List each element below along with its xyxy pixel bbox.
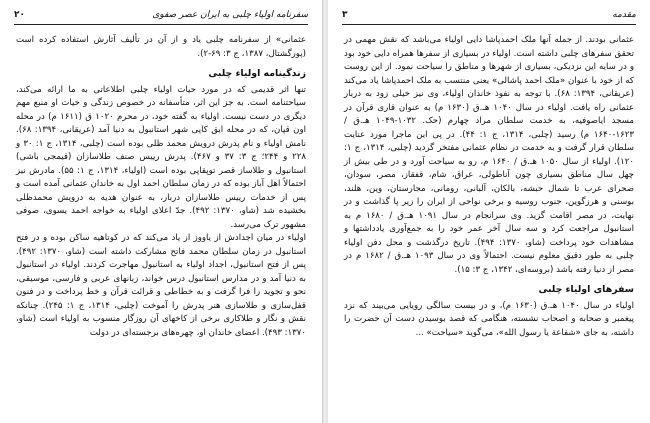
travels-heading: سفرهای اولیاء چلبی (538, 284, 634, 295)
right-page (328, 0, 650, 423)
left-page-number: ۲۰ (14, 10, 25, 20)
left-page-body (16, 34, 306, 419)
left-page (0, 0, 322, 423)
right-running-title: مقدمه (612, 10, 636, 20)
right-paragraph-1: عثمانی بودند. از جمله آنها ملک احمدپاشا دایی اولیاء می‌باشد که نقش مهمی در تحقق سفرهای چلبی داشته است. اولیاء در بسیاری از سفرها همراه دایی خود بود و در سایه این نزدیکی، بسیاری از شهرها و مناطق را سیاحت نمود. از این روست که از خود با عنوان «ملک احمد پاشالی» یعنی منتسب به ملک احمدپاشا یاد می‌کند (عریقانی، ۱۳۹۴: ۶۸). با توجه به نفوذ خاندان اولیاء، وی نیز خیلی زود به دربار عثمانی راه یافت. اولیاء در سال ۱۰۴۰ هـ.ق (۱۶۳۰ م) به عنوان قاری قرآن در مسجد ایاصوفیه، به خدمت سلطان مراد چهارم (حک. ۱۰۳۲-۱۰۴۹ هـ.ق / ۱۶۲۳-۱۶۴۰ م) رسید (چلبی، ۱۳۱۴، ج ۱: ۴۴). در پی این ماجرا مورد عنایت سلطان قرار گرفت و به خدمت در نظام عثمانی مفتخر گردید (چلبی، ۱۳۱۴، ج ۱: ۱۲۰). اولیاء از سال ۱۰۵۰ هـ.ق / ۱۶۴۰ م، رو به سیاحت آورد و در طی بیش از چهل سال مناطق بسیاری چون آناطولی، عراق، شام، قفقاز، مصر، سودان، صحرای عرب تا شمال حبشه، بالکان، آلبانی، رومانی، مجارستان، وین، هلند، بوسنی و هرزگوین، جنوب روسیه و برخی نواحی از ایران را زیر پا گذاشت و در نهایت، در مصر اقامت گزید. وی سرانجام در سال ۱۰۹۱ هـ.ق / ۱۶۸۰ م به استانبول مراجعت کرد و سه سال آخر عمر خود را به جمع‌آوری یادداشتها و مشاهدات خود پرداخت (شاو، ۱۳۷۰: ۴۹۴). تاریخ درگذشت و محل دفن اولیاء چلبی به طور دقیق معلوم نیست. احتمالاً وی در سال ۱۰۹۳ هـ.ق / ۱۶۸۲ م در مصر از دنیا رفته باشد (بروسه‌ای، ۱۳۴۲، ج ۳: ۱۵). (344, 35, 635, 275)
right-paragraph-2: اولیاء در سال ۱۰۴۰ هـ.ق (۱۶۳۰ م)، و در بیست سالگی رویایی می‌بیند که نزد پیغمبر و صحابه و اصحاب نشسته، هنگامی که قصد بوسیدن دست آن حضرت را داشته، به جای «شفاعة یا رسول الله»، می‌گوید «سیاحت» ... (344, 300, 634, 338)
right-page-header (342, 8, 636, 22)
right-page-body (344, 34, 634, 419)
right-page-number: ۳ (342, 10, 348, 20)
left-header-rule (14, 24, 308, 25)
left-intro-paragraph: عثمانی» از سفرنامه چلبی یاد و از آن در تألیف آثارش استفاده کرده است (پورگشتال، ۱۳۸۷، ج ۳: ۶۹-۲). (16, 35, 306, 59)
left-paragraph-1: تنها اثر قدیمی که در مورد حیات اولیاء چلبی اطلاعاتی به ما ارائه می‌کند، سیاحتنامه است. به جز این اثر، متأسفانه در خصوص زندگی و حیات او منبع مهم دیگری در دست نیست. اولیاء به گفته خود، در محرم ۱۰۲۰ ق (۱۶۱۱ م) در محله اون قپان، که در محله ایق کاپی شهر استانبول به دنیا آمد (عریقانی، ۱۳۹۴: ۶۸). نامش اولیاء و نام پدرش درویش محمد ظلی بوده است (چلبی، ۱۳۱۴، ج ۱: ۳۰ و ۲۲۸ و ۲۴۴؛ ج ۳: ۳۷ و ۴۶۷). پدرش رییس صنف طلاسازان (قیمجی باشی) استانبول و طلاساز قصر توپقاپی بوده است (اولیاء، ۱۳۱۴، ج ۱: ۵۵). مادرش نیز احتمالاً اهل آباز بوده که در زمان سلطان احمد اول به خاندان عثمانی آمده است و پس از خدمات رییس طلاسازان دربار، به عنوان هدیه به درویش محمدظلی بخشیده شد (شاو، ۱۳۷۰: ۴۹۲). جدّ اعلای اولیاء به خواجه احمد یسوی، صوفی مشهور ترک می‌رسد. (16, 84, 306, 230)
biography-heading: زندگینامه اولیاء چلبی (208, 68, 306, 79)
left-paragraph-2: اولیاء در میان اجدادش از یاووز از یاد می‌کند که در کوتاهیه ساکن بوده و در فتح استانبول در زمان سلطان محمد فاتح مشارکت داشته است (شاو، ۱۳۷۰: ۴۹۲). پس از فتح استانبول، اجداد اولیاء به استانبول مهاجرت کردند. اولیاء در استانبول به دنیا آمد و در مدارس استانبول درس خواند، زبانهای عربی و فارسی، موسیقی، نحو و تجوید را فرا گرفت و به خطاطی و قرائت قرآن و خط پرداخت و در فنون قفل‌سازی و طلاسازی هنر پدرش را آموخت (چلبی، ۱۳۱۴، ج ۱: ۲۴۵). چنانکه نقش و نگار و طلاکاری برخی از کاخهای آن روزگار منسوب به اولیاء است (شاو، ۱۳۷۰: ۴۹۳). اعضای خاندان او، چهره‌های برجسته‌ای در دولت (16, 233, 306, 338)
left-page-header (14, 8, 308, 22)
left-running-title: سفرنامه اولیاء چلبی به ایران عصر صفوی (152, 10, 308, 20)
right-header-rule (342, 24, 636, 25)
